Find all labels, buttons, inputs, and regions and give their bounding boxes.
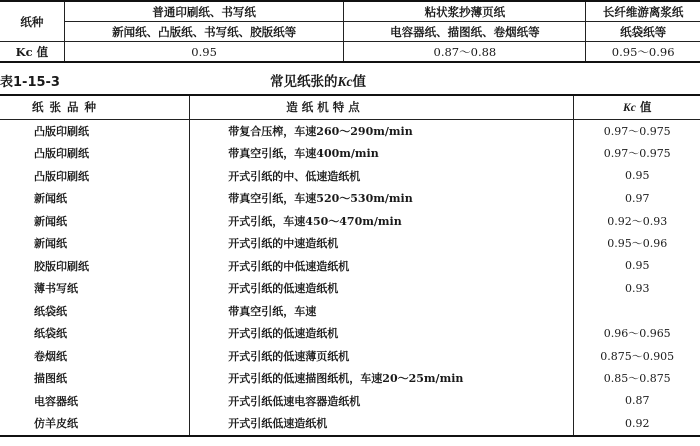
kc-value-cell: 0.97～0.975	[574, 119, 700, 142]
machine-feature-cell: 带真空引纸，车速520～530m/min	[190, 187, 574, 210]
table-row	[0, 300, 700, 323]
table-number: 表1-15-3	[0, 75, 60, 90]
machine-feature-cell: 开式引纸的中速造纸机	[190, 232, 574, 255]
paper-variety-cell: 卷烟纸	[34, 349, 67, 363]
machine-feature-cell: 带真空引纸，车速400m/min	[190, 142, 574, 165]
machine-feature-cell: 开式引纸的低速描图纸机，车速20～25m/min	[190, 367, 574, 390]
paper-variety-cell: 仿羊皮纸	[0, 412, 190, 436]
common-paper-kc-table	[0, 94, 700, 437]
machine-feature-cell: 带真空引纸，车速	[190, 300, 574, 323]
table-row	[0, 187, 700, 210]
column-header-machine-features: 造纸机特点	[190, 95, 574, 119]
paper-type-label: 纸种	[0, 1, 64, 42]
table-row	[0, 277, 700, 300]
machine-feature-cell: 开式引纸的低速薄页纸机	[190, 345, 574, 368]
machine-feature-cell: 开式引纸，车速450～470m/min	[190, 210, 574, 233]
top-table-header-row	[0, 1, 700, 22]
kc-value-cell: 0.85～0.875	[574, 367, 700, 390]
paper-variety-cell: 新闻纸	[34, 214, 67, 228]
kc-symbol: Kc	[623, 102, 636, 115]
group-header-printing: 普通印刷纸、书写纸	[64, 1, 344, 22]
kc-value-thin-paper: 0.87～0.88	[344, 42, 586, 63]
kc-value-cell: 0.875～0.905	[574, 345, 700, 368]
kc-value-cell: 0.92	[574, 412, 700, 436]
table-row	[0, 345, 700, 368]
machine-feature-cell: 开式引纸的低速造纸机	[190, 277, 574, 300]
machine-feature-cell: 开式引纸的低速造纸机	[190, 322, 574, 345]
paper-variety-cell: 凸版印刷纸	[34, 169, 89, 183]
machine-feature-cell: 开式引纸低速造纸机	[190, 412, 574, 436]
kc-value-cell	[574, 300, 700, 323]
machine-feature-cell: 带复合压榨，车速260～290m/min	[190, 119, 574, 142]
table-row	[0, 390, 700, 413]
main-table-body	[0, 119, 700, 436]
kc-value-long-fiber: 0.95～0.96	[586, 42, 700, 63]
table-row	[0, 142, 700, 165]
paper-variety-cell: 纸袋纸	[34, 304, 67, 318]
paper-variety-cell: 凸版印刷纸	[34, 147, 89, 161]
kc-value-cell: 0.95	[574, 165, 700, 188]
machine-feature-cell: 开式引纸的中、低速造纸机	[190, 165, 574, 188]
group-examples-long-fiber: 纸袋纸等	[586, 22, 700, 42]
kc-value-cell: 0.96～0.965	[574, 322, 700, 345]
table-row	[0, 367, 700, 390]
kc-value-label: Kc 值	[0, 42, 64, 63]
paper-variety-cell: 新闻纸	[34, 237, 67, 251]
reference-kc-table	[0, 0, 700, 63]
table-title-prefix: 常见纸张的	[270, 74, 338, 90]
table-row	[0, 119, 700, 142]
kc-value-cell: 0.95～0.96	[574, 232, 700, 255]
table-row	[0, 412, 700, 436]
kc-value-cell: 0.87	[574, 390, 700, 413]
paper-variety-cell: 纸袋纸	[34, 327, 67, 341]
machine-feature-cell: 开式引纸的中低速造纸机	[190, 255, 574, 278]
table-title-symbol: Kc	[337, 74, 353, 89]
group-header-thin-paper: 粘状浆抄薄页纸	[344, 1, 586, 22]
table-row	[0, 210, 700, 233]
kc-value-cell: 0.93	[574, 277, 700, 300]
main-table-header-row	[0, 95, 700, 119]
kc-value-printing: 0.95	[64, 42, 344, 63]
table-row	[0, 322, 700, 345]
paper-variety-cell: 描图纸	[34, 372, 67, 386]
top-table-subheader-row	[0, 22, 700, 42]
column-header-kc-value: Kc 值	[574, 95, 700, 119]
kc-value-cell: 0.92～0.93	[574, 210, 700, 233]
table-row	[0, 232, 700, 255]
paper-variety-cell: 电容器纸	[34, 394, 78, 408]
paper-variety-cell: 薄书写纸	[34, 282, 78, 296]
paper-variety-cell: 新闻纸	[34, 192, 67, 206]
group-examples-printing: 新闻纸、凸版纸、书写纸、胶版纸等	[64, 22, 344, 42]
table-title	[270, 70, 366, 90]
table-row	[0, 165, 700, 188]
table-row	[0, 255, 700, 278]
paper-variety-cell: 凸版印刷纸	[34, 124, 89, 138]
column-header-paper-variety: 纸张品种	[0, 95, 190, 119]
group-examples-thin-paper: 电容器纸、描图纸、卷烟纸等	[344, 22, 586, 42]
paper-variety-cell: 胶版印刷纸	[34, 259, 89, 273]
top-table-value-row	[0, 42, 700, 63]
table-title-suffix: 值	[352, 74, 366, 90]
table-caption	[0, 68, 700, 90]
machine-feature-cell: 开式引纸低速电容器造纸机	[190, 390, 574, 413]
kc-value-cell: 0.95	[574, 255, 700, 278]
kc-value-cell: 0.97～0.975	[574, 142, 700, 165]
group-header-long-fiber: 长纤维游离浆纸	[586, 1, 700, 22]
kc-value-cell: 0.97	[574, 187, 700, 210]
